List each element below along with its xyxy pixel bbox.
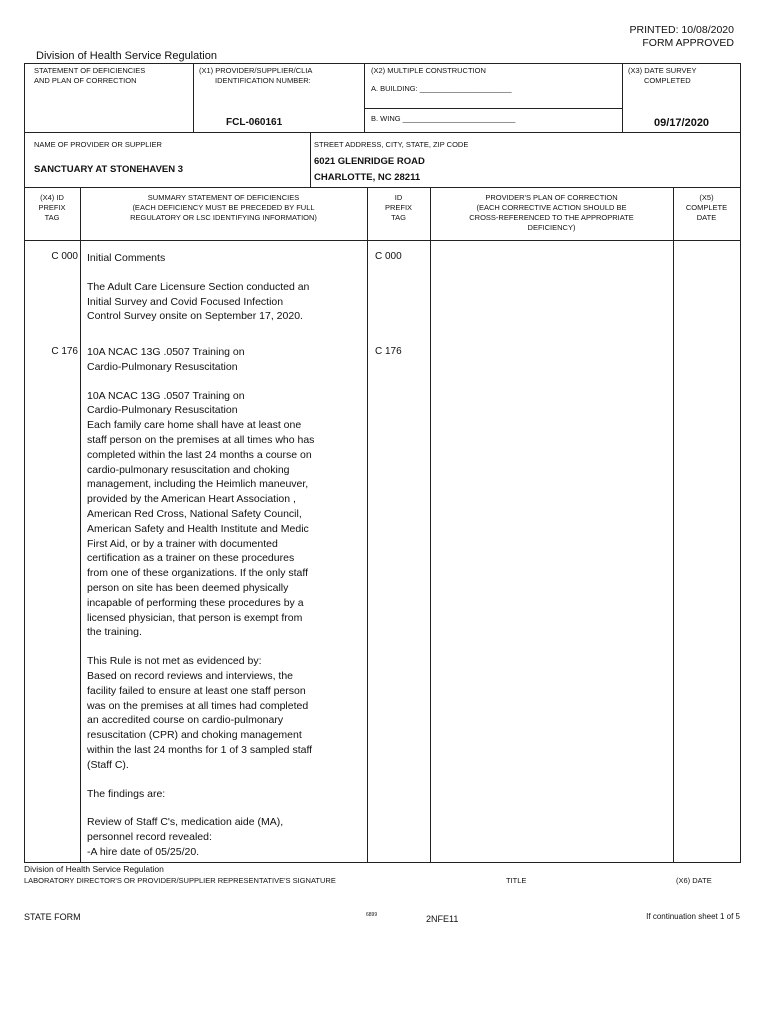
- id-tag: C 176: [375, 346, 402, 357]
- x2-building: A. BUILDING: ______________________: [371, 84, 512, 93]
- x5-header: (X5) COMPLETE DATE: [685, 193, 728, 222]
- x2-label: (X2) MULTIPLE CONSTRUCTION: [371, 66, 486, 75]
- form-number: 6899: [366, 912, 378, 918]
- paragraph: This Rule is not met as evidenced by: Based on record reviews and interviews, the facility failed to ensure at least one staff person was on the premises at all times had completed an accredited course on cardio-pulmonary resuscitation (CPR) and choking management within the last 24 months for 1 of 3 sampled staff (Staff C).: [87, 655, 313, 771]
- paragraph: The Adult Care Licensure Section conducted an Initial Survey and Covid Focused Infection Control Survey onsite on September 17, 2020.: [87, 280, 310, 323]
- state-form: STATE FORM: [24, 912, 81, 922]
- x3-value: 09/17/2020: [654, 117, 710, 129]
- x3-label: (X3) DATE SURVEY COMPLETED: [628, 66, 697, 85]
- summary-header: SUMMARY STATEMENT OF DEFICIENCIES (EACH DEFICIENCY MUST BE PRECEDED BY FULL REGULATORY OR LSC IDENTIFYING INFORMATION): [130, 193, 317, 222]
- footer-division: Division of Health Service Regulation: [24, 864, 164, 874]
- x4-header: (X4) ID PREFIX TAG: [38, 193, 66, 222]
- address-line1: 6021 GLENRIDGE ROAD: [314, 156, 425, 167]
- form-approved: FORM APPROVED: [642, 37, 734, 49]
- x1-label: (X1) PROVIDER/SUPPLIER/CLIA IDENTIFICATION NUMBER:: [199, 66, 313, 85]
- paragraph: Initial Comments: [87, 252, 166, 264]
- id-header: ID PREFIX TAG: [384, 193, 413, 222]
- address-line2: CHARLOTTE, NC 28211: [314, 172, 421, 183]
- paragraph: Review of Staff C's, medication aide (MA), personnel record revealed: -A hire date of 05/25/20.: [87, 816, 284, 858]
- printed-date: PRINTED: 10/08/2020: [629, 24, 734, 36]
- continuation-sheet: If continuation sheet 1 of 5: [646, 912, 740, 921]
- x2-wing: B. WING ___________________________: [371, 114, 516, 123]
- date-label: (X6) DATE: [676, 876, 712, 885]
- paragraph: 10A NCAC 13G .0507 Training on Cardio-Pulmonary Resuscitation Each family care home shall have at least one staff person on the premises at all times who has completed within the last 24 months a course on cardio-pulmonary resuscitation and choking management, including the Heimlich maneuver, provided by the American Heart Association , American Red Cross, National Safety Council, American Safety and Health Institute and Medic First Aid, or by a trainer with documented certification as a trainer on these procedures from one of these organizations. If the only staff person on site has been deemed physically incapable of performing these procedures by a licensed physician, that person is exempt from the training.: [87, 389, 315, 639]
- signature-label: LABORATORY DIRECTOR'S OR PROVIDER/SUPPLIER REPRESENTATIVE'S SIGNATURE: [24, 876, 336, 885]
- id-tag: C 000: [375, 251, 402, 262]
- x4-tag: C 000: [51, 251, 78, 262]
- paragraph: The findings are:: [87, 787, 166, 800]
- form-code: 2NFE11: [426, 914, 459, 924]
- paragraph: 10A NCAC 13G .0507 Training on Cardio-Pulmonary Resuscitation: [87, 346, 245, 373]
- division-title: Division of Health Service Regulation: [36, 50, 217, 62]
- x4-tag: C 176: [51, 346, 78, 357]
- provider-name: SANCTUARY AT STONEHAVEN 3: [34, 164, 184, 175]
- title-label: TITLE: [506, 876, 527, 885]
- plan-header: PROVIDER'S PLAN OF CORRECTION (EACH CORRECTIVE ACTION SHOULD BE CROSS-REFERENCED TO THE APPROPRIATE DEFICIENCY): [469, 193, 634, 232]
- x1-value: FCL-060161: [226, 117, 283, 128]
- statement-label: STATEMENT OF DEFICIENCIES AND PLAN OF CORRECTION: [34, 66, 146, 85]
- deficiency-text: [87, 251, 365, 338]
- address-label: STREET ADDRESS, CITY, STATE, ZIP CODE: [314, 140, 469, 149]
- provider-label: NAME OF PROVIDER OR SUPPLIER: [34, 140, 162, 149]
- deficiency-text: [87, 345, 365, 874]
